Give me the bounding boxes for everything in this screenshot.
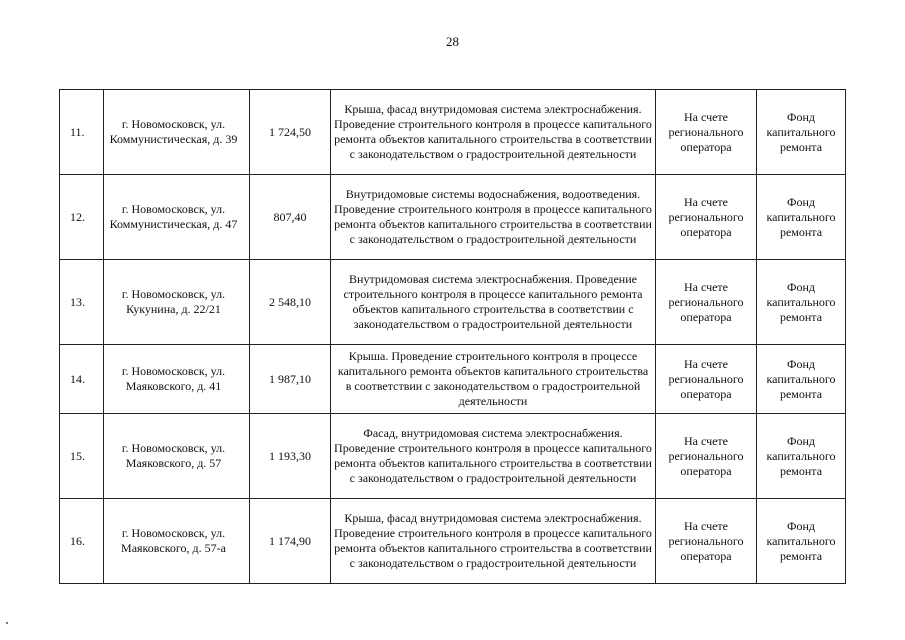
works-description-cell: Крыша, фасад внутридомовая система электроснабжения. Проведение строительного контроля в процессе капитального ремонта объектов капитального строительства в соответствии с законодательством о градостроительной деятельности [331,90,656,175]
account-cell: На счете регионального оператора [656,175,757,260]
table-row [60,414,846,499]
row-number: 12. [60,175,104,260]
table-row [60,260,846,345]
account-cell: На счете регионального оператора [656,499,757,584]
row-number: 13. [60,260,104,345]
fund-cell: Фонд капитального ремонта [757,499,846,584]
address-cell: г. Новомосковск, ул. Коммунистическая, д. 47 [104,175,250,260]
fund-cell: Фонд капитального ремонта [757,345,846,414]
row-number: 16. [60,499,104,584]
address-cell: г. Новомосковск, ул. Коммунистическая, д. 39 [104,90,250,175]
account-cell: На счете регионального оператора [656,345,757,414]
row-number: 15. [60,414,104,499]
fund-cell: Фонд капитального ремонта [757,260,846,345]
table-row [60,90,846,175]
address-cell: г. Новомосковск, ул. Маяковского, д. 41 [104,345,250,414]
area-cell: 1 193,30 [250,414,331,499]
account-cell: На счете регионального оператора [656,90,757,175]
repair-works-table [59,89,846,584]
page-number: 28 [446,34,459,49]
row-number: 11. [60,90,104,175]
account-cell: На счете регионального оператора [656,414,757,499]
address-cell: г. Новомосковск, ул. Маяковского, д. 57 [104,414,250,499]
address-cell: г. Новомосковск, ул. Маяковского, д. 57-а [104,499,250,584]
works-description-cell: Внутридомовые системы водоснабжения, водоотведения. Проведение строительного контроля в процессе капитального ремонта объектов капитального строительства в соответствии с законодательством о градостроительной деятельности [331,175,656,260]
works-description-cell: Внутридомовая система электроснабжения. Проведение строительного контроля в процессе капитального ремонта объектов капитального строительства в соответствии с законодательством о градостроительной деятельности [331,260,656,345]
fund-cell: Фонд капитального ремонта [757,414,846,499]
area-cell: 1 987,10 [250,345,331,414]
works-description-cell: Крыша, фасад внутридомовая система электроснабжения. Проведение строительного контроля в процессе капитального ремонта объектов капитального строительства в соответствии с законодательством о градостроительной деятельности [331,499,656,584]
fund-cell: Фонд капитального ремонта [757,90,846,175]
address-cell: г. Новомосковск, ул. Кукунина, д. 22/21 [104,260,250,345]
table-row [60,175,846,260]
works-description-cell: Крыша. Проведение строительного контроля в процессе капитального ремонта объектов капитального строительства в соответствии с законодательством о градостроительной деятельности [331,345,656,414]
area-cell: 2 548,10 [250,260,331,345]
area-cell: 1 174,90 [250,499,331,584]
scan-speck [6,622,8,624]
row-number: 14. [60,345,104,414]
works-description-cell: Фасад, внутридомовая система электроснабжения. Проведение строительного контроля в процессе капитального ремонта объектов капитального строительства в соответствии с законодательством о градостроительной деятельности [331,414,656,499]
area-cell: 807,40 [250,175,331,260]
table-row [60,345,846,414]
area-cell: 1 724,50 [250,90,331,175]
account-cell: На счете регионального оператора [656,260,757,345]
table-row [60,499,846,584]
fund-cell: Фонд капитального ремонта [757,175,846,260]
